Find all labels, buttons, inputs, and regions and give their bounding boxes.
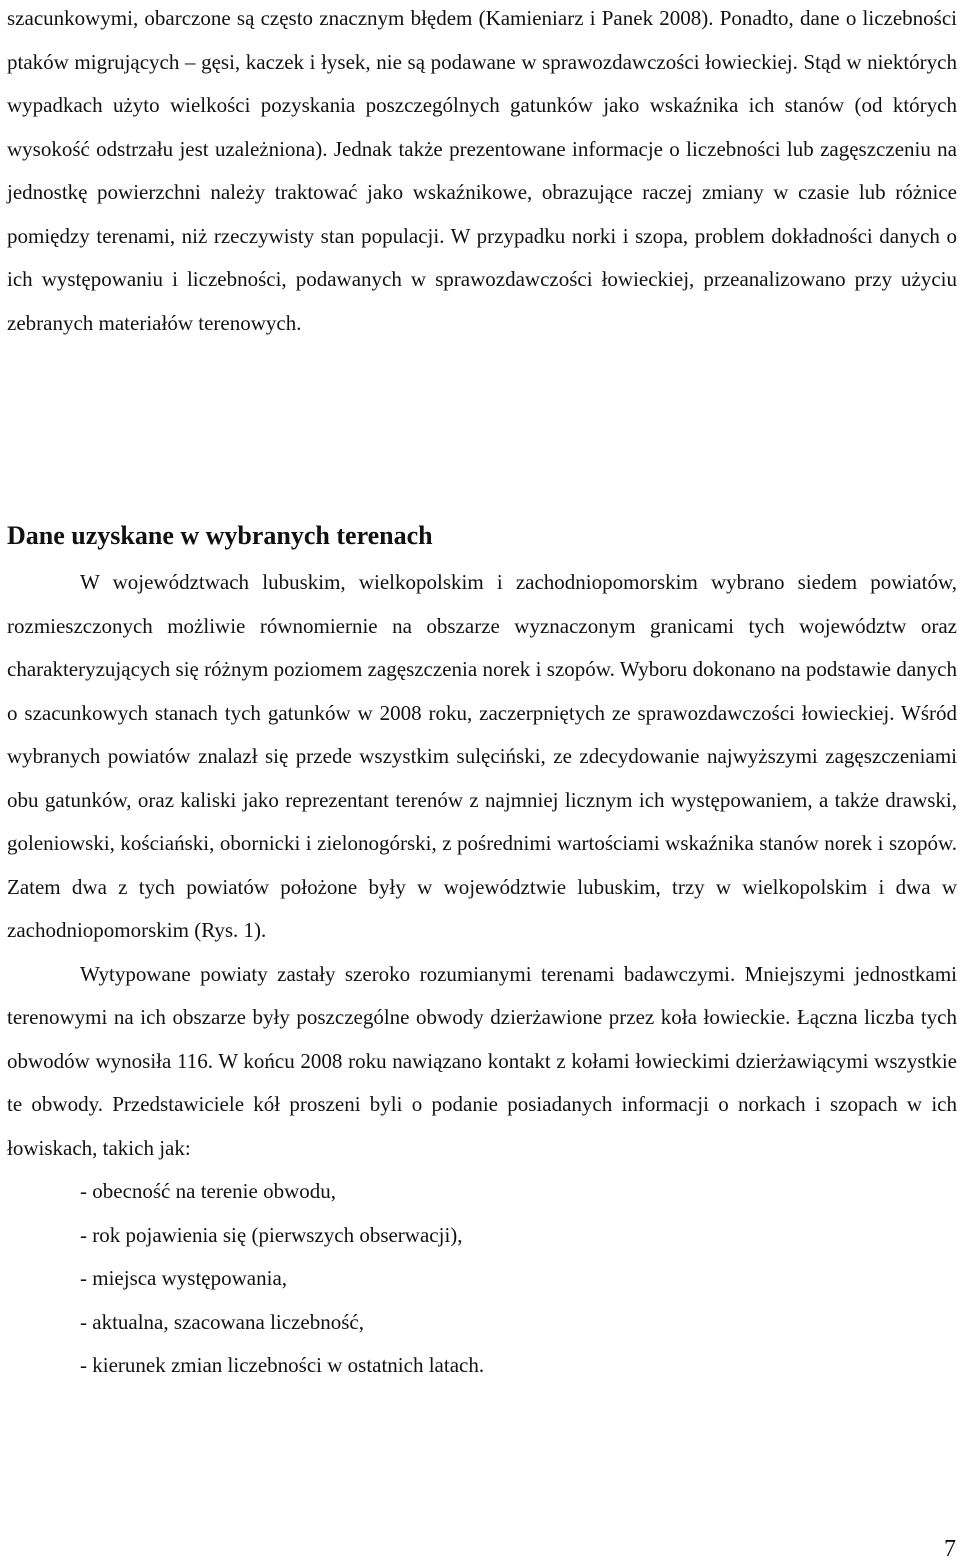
section-body [7,561,957,1388]
paragraph-selection: W województwach lubuskim, wielkopolskim i zachodniopomorskim wybrano siedem powiatów, rozmieszczonych możliwie równomiernie na obszarze wyznaczonym granicami tych województw oraz charakteryzujących się różnym poziomem zagęszczenia norek i szopów. Wyboru dokonano na podstawie danych o szacunkowych stanach tych gatunków w 2008 roku, zaczerpniętych ze sprawozdawczości łowieckiej. Wśród wybranych powiatów znalazł się przede wszystkim sulęciński, ze zdecydowanie najwyższymi zagęszczeniami obu gatunków, oraz kaliski jako reprezentant terenów z najmniej licznym ich występowaniem, a także drawski, goleniowski, kościański, obornicki i zielonogórski, z pośrednimi wartościami wskaźnika stanów norek i szopów. Zatem dwa z tych powiatów położone były w województwie lubuskim, trzy w wielkopolskim i dwa w zachodniopomorskim (Rys. 1). [7,570,957,942]
paragraph-research-areas: Wytypowane powiaty zastały szeroko rozumianymi terenami badawczymi. Mniejszymi jednostkami terenowymi na ich obszarze były poszczególne obwody dzierżawione przez koła łowieckie. Łączna liczba tych obwodów wynosiła 116. W końcu 2008 roku nawiązano kontakt z kołami łowieckimi dzierżawiącymi wszystkie te obwody. Przedstawiciele kół proszeni byli o podanie posiadanych informacji o norkach i szopach w ich łowiskach, takich jak: [7,961,957,1160]
list-item: - rok pojawienia się (pierwszych obserwacji), [80,1222,463,1247]
list-item: - aktualna, szacowana liczebność, [80,1309,364,1334]
list-item: - kierunek zmian liczebności w ostatnich latach. [80,1353,485,1377]
information-list [7,1170,957,1388]
list-item: - miejsca występowania, [80,1266,288,1290]
document-page [7,0,957,345]
page-number: 7 [944,1536,956,1562]
paragraph-intro: szacunkowymi, obarczone są często znacznym błędem (Kamieniarz i Panek 2008). Ponadto, dane o liczebności ptaków migrujących – gęsi, kaczek i łysek, nie są podawane w sprawozdawczości łowieckiej. Stąd w niektórych wypadkach użyto wielkości pozyskania poszczególnych gatunków jako wskaźnika ich stanów (od których wysokość odstrzału jest uzależniona). Jednak także prezentowane informacje o liczebności lub zagęszczeniu na jednostkę powierzchni należy traktować jako wskaźnikowe, obrazujące raczej zmiany w czasie lub różnice pomiędzy terenami, niż rzeczywisty stan populacji. W przypadku norki i szopa, problem dokładności danych o ich występowaniu i liczebności, podawanych w sprawozdawczości łowieckiej, przeanalizowano przy użyciu zebranych materiałów terenowych. [7,6,957,335]
section-heading: Dane uzyskane w wybranych terenach [7,521,433,550]
list-item: - obecność na terenie obwodu, [80,1179,336,1203]
